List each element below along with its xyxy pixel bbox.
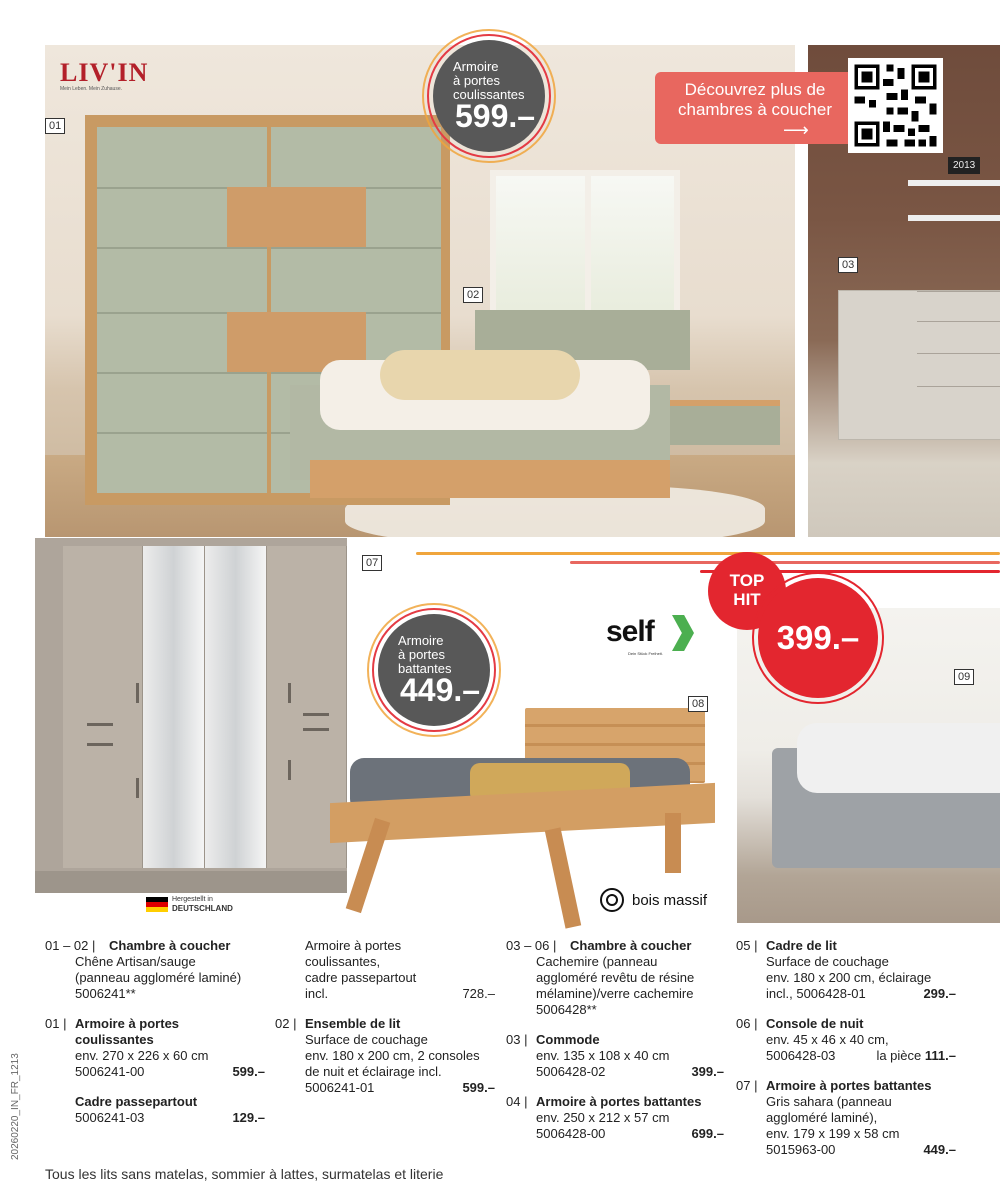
decorative-stripes — [416, 552, 1000, 582]
hinged-wardrobe-image — [35, 538, 347, 893]
product-line: env. 180 x 200 cm, 2 consoles — [305, 1048, 480, 1063]
product-line: 5015963-00 — [766, 1142, 836, 1157]
product-column-1 — [45, 938, 265, 1140]
product-line: incl., 5006428-01 — [766, 986, 866, 1001]
product-line: Surface de couchage — [766, 954, 889, 969]
top-hit-text: TOP HIT — [729, 571, 765, 609]
wardrobe-door-left — [97, 127, 267, 493]
product-price: 299.– — [923, 986, 956, 1001]
item-ref: 02 | — [275, 1016, 297, 1031]
side-print-code: 20260220_IN_FR_1213 — [10, 1053, 21, 1160]
wood-rings-icon — [600, 888, 624, 912]
item-number-badge: 01 — [45, 118, 65, 134]
item-ref: 04 | — [506, 1094, 528, 1109]
product-line: mélamine)/verre cachemire — [536, 986, 694, 1001]
product-line: env. 250 x 212 x 57 cm — [536, 1110, 670, 1125]
product-column-2 — [275, 938, 495, 1110]
product-line: env. 179 x 199 x 58 cm — [766, 1126, 900, 1141]
self-brand-logo — [606, 615, 663, 656]
germany-flag-icon — [146, 897, 168, 912]
product-title: Console de nuit — [766, 1016, 864, 1031]
product-title: Armoire à portes coulissantes — [75, 1016, 180, 1047]
item-number-badge: 03 — [838, 257, 858, 273]
item-ref: 03 | — [506, 1032, 528, 1047]
product-block-bed-frame — [736, 938, 956, 1002]
item-ref: 06 | — [736, 1016, 758, 1031]
arrow-icon: ⟶ — [783, 120, 809, 140]
item-ref: 07 | — [736, 1078, 758, 1093]
item-number-badge: 07 — [362, 555, 382, 571]
product-price: 728.– — [462, 986, 495, 1001]
product-block-bed-set — [275, 1016, 495, 1096]
product-line: 5006428-02 — [536, 1064, 606, 1079]
product-price: 599.– — [462, 1080, 495, 1095]
product-price: 449.– — [923, 1142, 956, 1157]
item-number-badge: 09 — [954, 669, 974, 685]
item-ref: 03 – 06 | — [506, 938, 557, 953]
product-price-group — [876, 1048, 956, 1064]
product-title: Cadre passepartout — [75, 1094, 198, 1109]
product-title: Ensemble de lit — [305, 1016, 401, 1031]
product-line: 5006428-00 — [536, 1126, 606, 1141]
commode-image — [838, 290, 1000, 440]
price-circle-label: Armoire à portes battantes — [398, 633, 452, 676]
product-line: 5006241-03 — [75, 1110, 145, 1125]
price-circle-sliding-wardrobe — [433, 40, 545, 152]
product-line: env. 135 x 108 x 40 cm — [536, 1048, 670, 1063]
chevron-right-icon — [672, 615, 694, 651]
footer-disclaimer: Tous les lits sans matelas, sommier à lattes, surmatelas et literie — [45, 1166, 444, 1182]
product-block-night-console — [736, 1016, 956, 1064]
product-line: Gris sahara (panneau — [766, 1094, 892, 1109]
product-block-bedroom-oak — [45, 938, 265, 1002]
item-ref: 01 – 02 | — [45, 938, 96, 953]
item-number-badge: 08 — [688, 696, 708, 712]
price-prefix: la pièce — [876, 1048, 922, 1063]
product-line: Cachemire (panneau — [536, 954, 658, 969]
product-line: 5006428-03 — [766, 1048, 836, 1063]
bed-set-image — [290, 310, 780, 500]
price-circle-label: Armoire à portes coulissantes — [453, 59, 525, 102]
brand-tagline: Mein Leben. Mein Zuhause. — [60, 86, 122, 92]
product-line: 5006241** — [75, 986, 136, 1001]
product-block-wardrobe-combo — [275, 938, 495, 1002]
product-block-commode — [506, 1032, 724, 1080]
self-brand-tagline: Dein Stück Freiheit. — [628, 651, 663, 656]
product-line: coulissantes, — [305, 954, 381, 969]
product-column-4 — [736, 938, 956, 1172]
product-line: Armoire à portes — [305, 938, 402, 953]
discover-more-text: Découvrez plus de chambres à coucher — [677, 80, 833, 119]
product-line: env. 45 x 46 x 40 cm, — [766, 1032, 889, 1047]
item-number-badge: 02 — [463, 287, 483, 303]
product-line: 5006241-01 — [305, 1080, 375, 1095]
brand-name: LIV'IN — [60, 58, 149, 87]
product-line: Chêne Artisan/sauge — [75, 954, 196, 969]
product-line: de nuit et éclairage incl. — [305, 1064, 442, 1079]
product-block-bedroom-cashmere — [506, 938, 724, 1018]
product-price: 129.– — [232, 1110, 265, 1125]
product-line: cadre passepartout — [305, 970, 417, 985]
solid-wood-label — [600, 888, 707, 912]
item-ref: 05 | — [736, 938, 758, 953]
product-price: 399.– — [691, 1064, 724, 1079]
brand-logo — [60, 58, 148, 92]
product-title: Cadre de lit — [766, 938, 837, 953]
product-line: aggloméré revêtu de résine — [536, 970, 695, 985]
solid-wood-text: bois massif — [632, 891, 708, 909]
item-ref: 01 | — [45, 1016, 67, 1031]
qr-code-icon[interactable] — [848, 58, 943, 153]
made-in-line2: DEUTSCHLAND — [172, 904, 233, 913]
product-block-hinged-wardrobe-cashmere — [506, 1094, 724, 1142]
product-price: 699.– — [691, 1126, 724, 1141]
price-circle-value: 599.– — [455, 98, 536, 134]
self-brand-name: self — [606, 615, 654, 648]
made-in-line1: Hergestellt in — [172, 896, 213, 903]
product-column-3 — [506, 938, 724, 1156]
product-price: 111.– — [924, 1048, 956, 1063]
product-line: aggloméré laminé), — [766, 1110, 878, 1125]
product-line: env. 270 x 226 x 60 cm — [75, 1048, 209, 1063]
price-circle-value: 449.– — [400, 672, 481, 708]
product-line: (panneau aggloméré laminé) — [75, 970, 242, 985]
product-line: Surface de couchage — [305, 1032, 428, 1047]
discover-more-banner[interactable] — [655, 72, 855, 144]
product-line: env. 180 x 200 cm, éclairage — [766, 970, 932, 985]
clock-sign: 2013 — [948, 157, 980, 174]
product-block-sliding-wardrobe — [45, 1016, 265, 1080]
product-title: Chambre à coucher — [109, 938, 231, 953]
product-line: 5006241-00 — [75, 1064, 145, 1079]
product-price: 599.– — [232, 1064, 265, 1079]
product-title: Armoire à portes battantes — [536, 1094, 702, 1109]
product-title: Armoire à portes battantes — [766, 1078, 932, 1093]
product-title: Commode — [536, 1032, 600, 1047]
price-circle-bed-frame: 399.– — [758, 578, 878, 698]
product-block-hinged-wardrobe-grey — [736, 1078, 956, 1158]
product-title: Chambre à coucher — [570, 938, 692, 953]
product-line: 5006428** — [536, 1002, 597, 1017]
product-line: incl. — [305, 986, 329, 1001]
made-in-germany-label — [146, 895, 233, 914]
product-block-passepartout — [45, 1094, 265, 1126]
